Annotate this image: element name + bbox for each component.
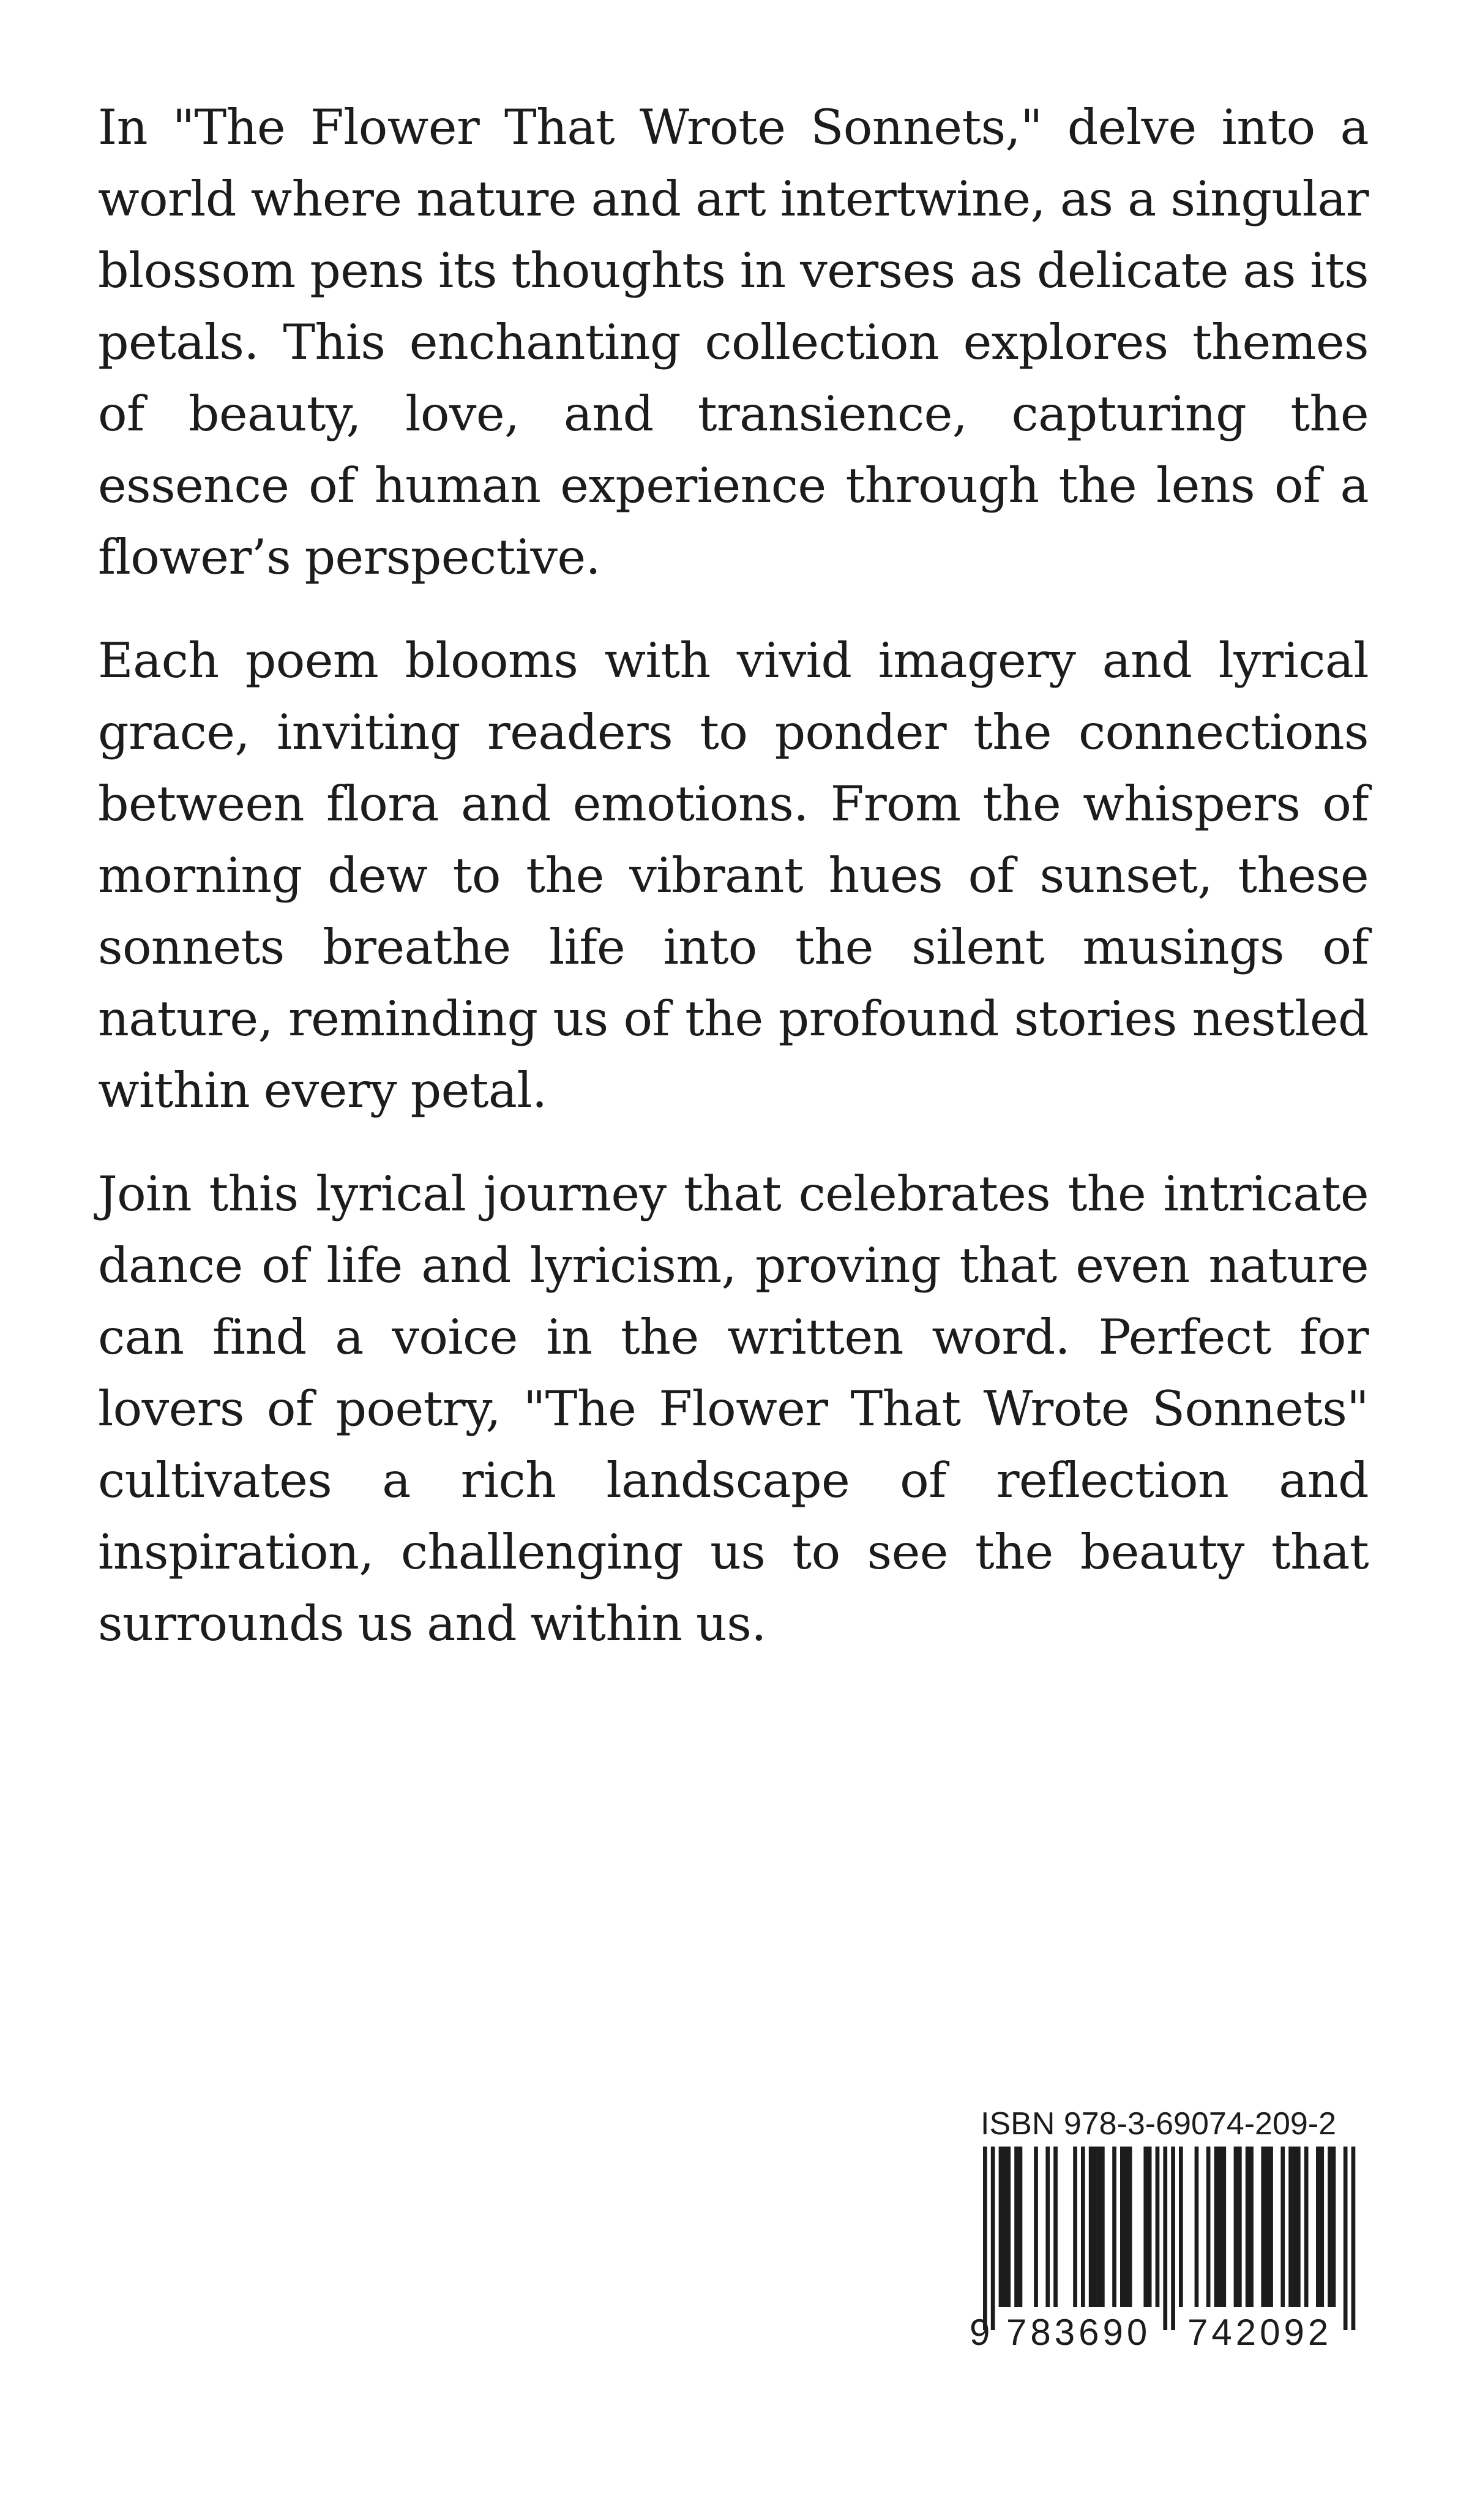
barcode-bar [1053,2147,1058,2307]
barcode-bar [1156,2147,1160,2307]
barcode-bar [1148,2147,1152,2307]
barcode-bar [1261,2147,1265,2307]
barcode-bars [968,2147,1360,2330]
blurb-paragraph-2: Each poem blooms with vivid imagery and lyrical grace, inviting readers to ponder the connections between flora and emotions. From the whispers of morning dew to the vibrant hues of sunset, these sonnets breathe life into the silent musings of nature, reminding us of the profound stories nestled within every petal. [98,632,1369,1119]
barcode-bar [1179,2147,1183,2307]
back-cover-blurb [98,92,1369,1692]
isbn-label: ISBN 978-3-69074-209-2 [981,2106,1337,2142]
barcode-bar [1238,2147,1242,2307]
barcode-bar [1246,2147,1250,2307]
barcode-bar [1296,2147,1301,2307]
barcode-bar [999,2147,1003,2307]
barcode-bar [983,2147,987,2330]
barcode-bar [1320,2147,1324,2307]
isbn-barcode-block [968,2105,1360,2353]
barcode-digit-first: 9 [970,2312,994,2353]
barcode-bar [1195,2147,1199,2307]
barcode-digits-left: 783690 [1006,2312,1151,2353]
barcode-bar [1124,2147,1128,2307]
barcode-bar [1045,2147,1050,2307]
barcode-bar [1003,2147,1007,2307]
barcode-digits-right: 742092 [1187,2312,1333,2353]
barcode-bar [1014,2147,1019,2307]
barcode-bar [1351,2147,1356,2330]
barcode-bar [1316,2147,1320,2307]
barcode-bar [1280,2147,1285,2307]
blurb-paragraph-1: In "The Flower That Wrote Sonnets," delve into a world where nature and art intertwine, as a singular blossom pens its thoughts in verses as delicate as its petals. This enchanting collection explores themes of beauty, love, and transience, capturing the essence of human experience through the lens of a flower’s perspective. [98,99,1369,585]
barcode-bar [1332,2147,1336,2307]
barcode-bar [1234,2147,1238,2307]
barcode-bar [1081,2147,1085,2307]
barcode-bar [1143,2147,1148,2307]
barcode-bar [1269,2147,1273,2307]
barcode-bar [1304,2147,1309,2307]
barcode-bar [1265,2147,1269,2307]
barcode-bar [1288,2147,1293,2307]
barcode-bar [1163,2147,1167,2330]
barcode-bar [1206,2147,1211,2307]
barcode-bar [1328,2147,1332,2307]
barcode-bar [1101,2147,1105,2307]
barcode-bar [1093,2147,1097,2307]
barcode-bar [1034,2147,1038,2307]
barcode-bar [1097,2147,1101,2307]
barcode-bar [1249,2147,1254,2307]
barcode-bar [1073,2147,1077,2307]
barcode-bar [1214,2147,1219,2307]
blurb-paragraph-3: Join this lyrical journey that celebrates the intricate dance of life and lyricism, proving that even nature can find a voice in the written word. Perfect for lovers of poetry, "The Flower That Wrote Sonnets" cultivates a rich landscape of reflection and inspiration, challenging us to see the beauty that surrounds us and within us. [98,1166,1369,1652]
barcode-bar [1293,2147,1297,2307]
barcode-bar [1344,2147,1348,2330]
barcode-bar [1218,2147,1222,2307]
barcode-bar [1089,2147,1093,2307]
barcode-bar [1128,2147,1132,2307]
barcode-bar [991,2147,995,2330]
barcode-bar [1222,2147,1226,2307]
barcode-bar [1112,2147,1116,2307]
barcode-bar [1171,2147,1175,2330]
barcode-bar [1019,2147,1023,2307]
barcode-bar [1006,2147,1011,2307]
barcode-bar [1120,2147,1124,2307]
